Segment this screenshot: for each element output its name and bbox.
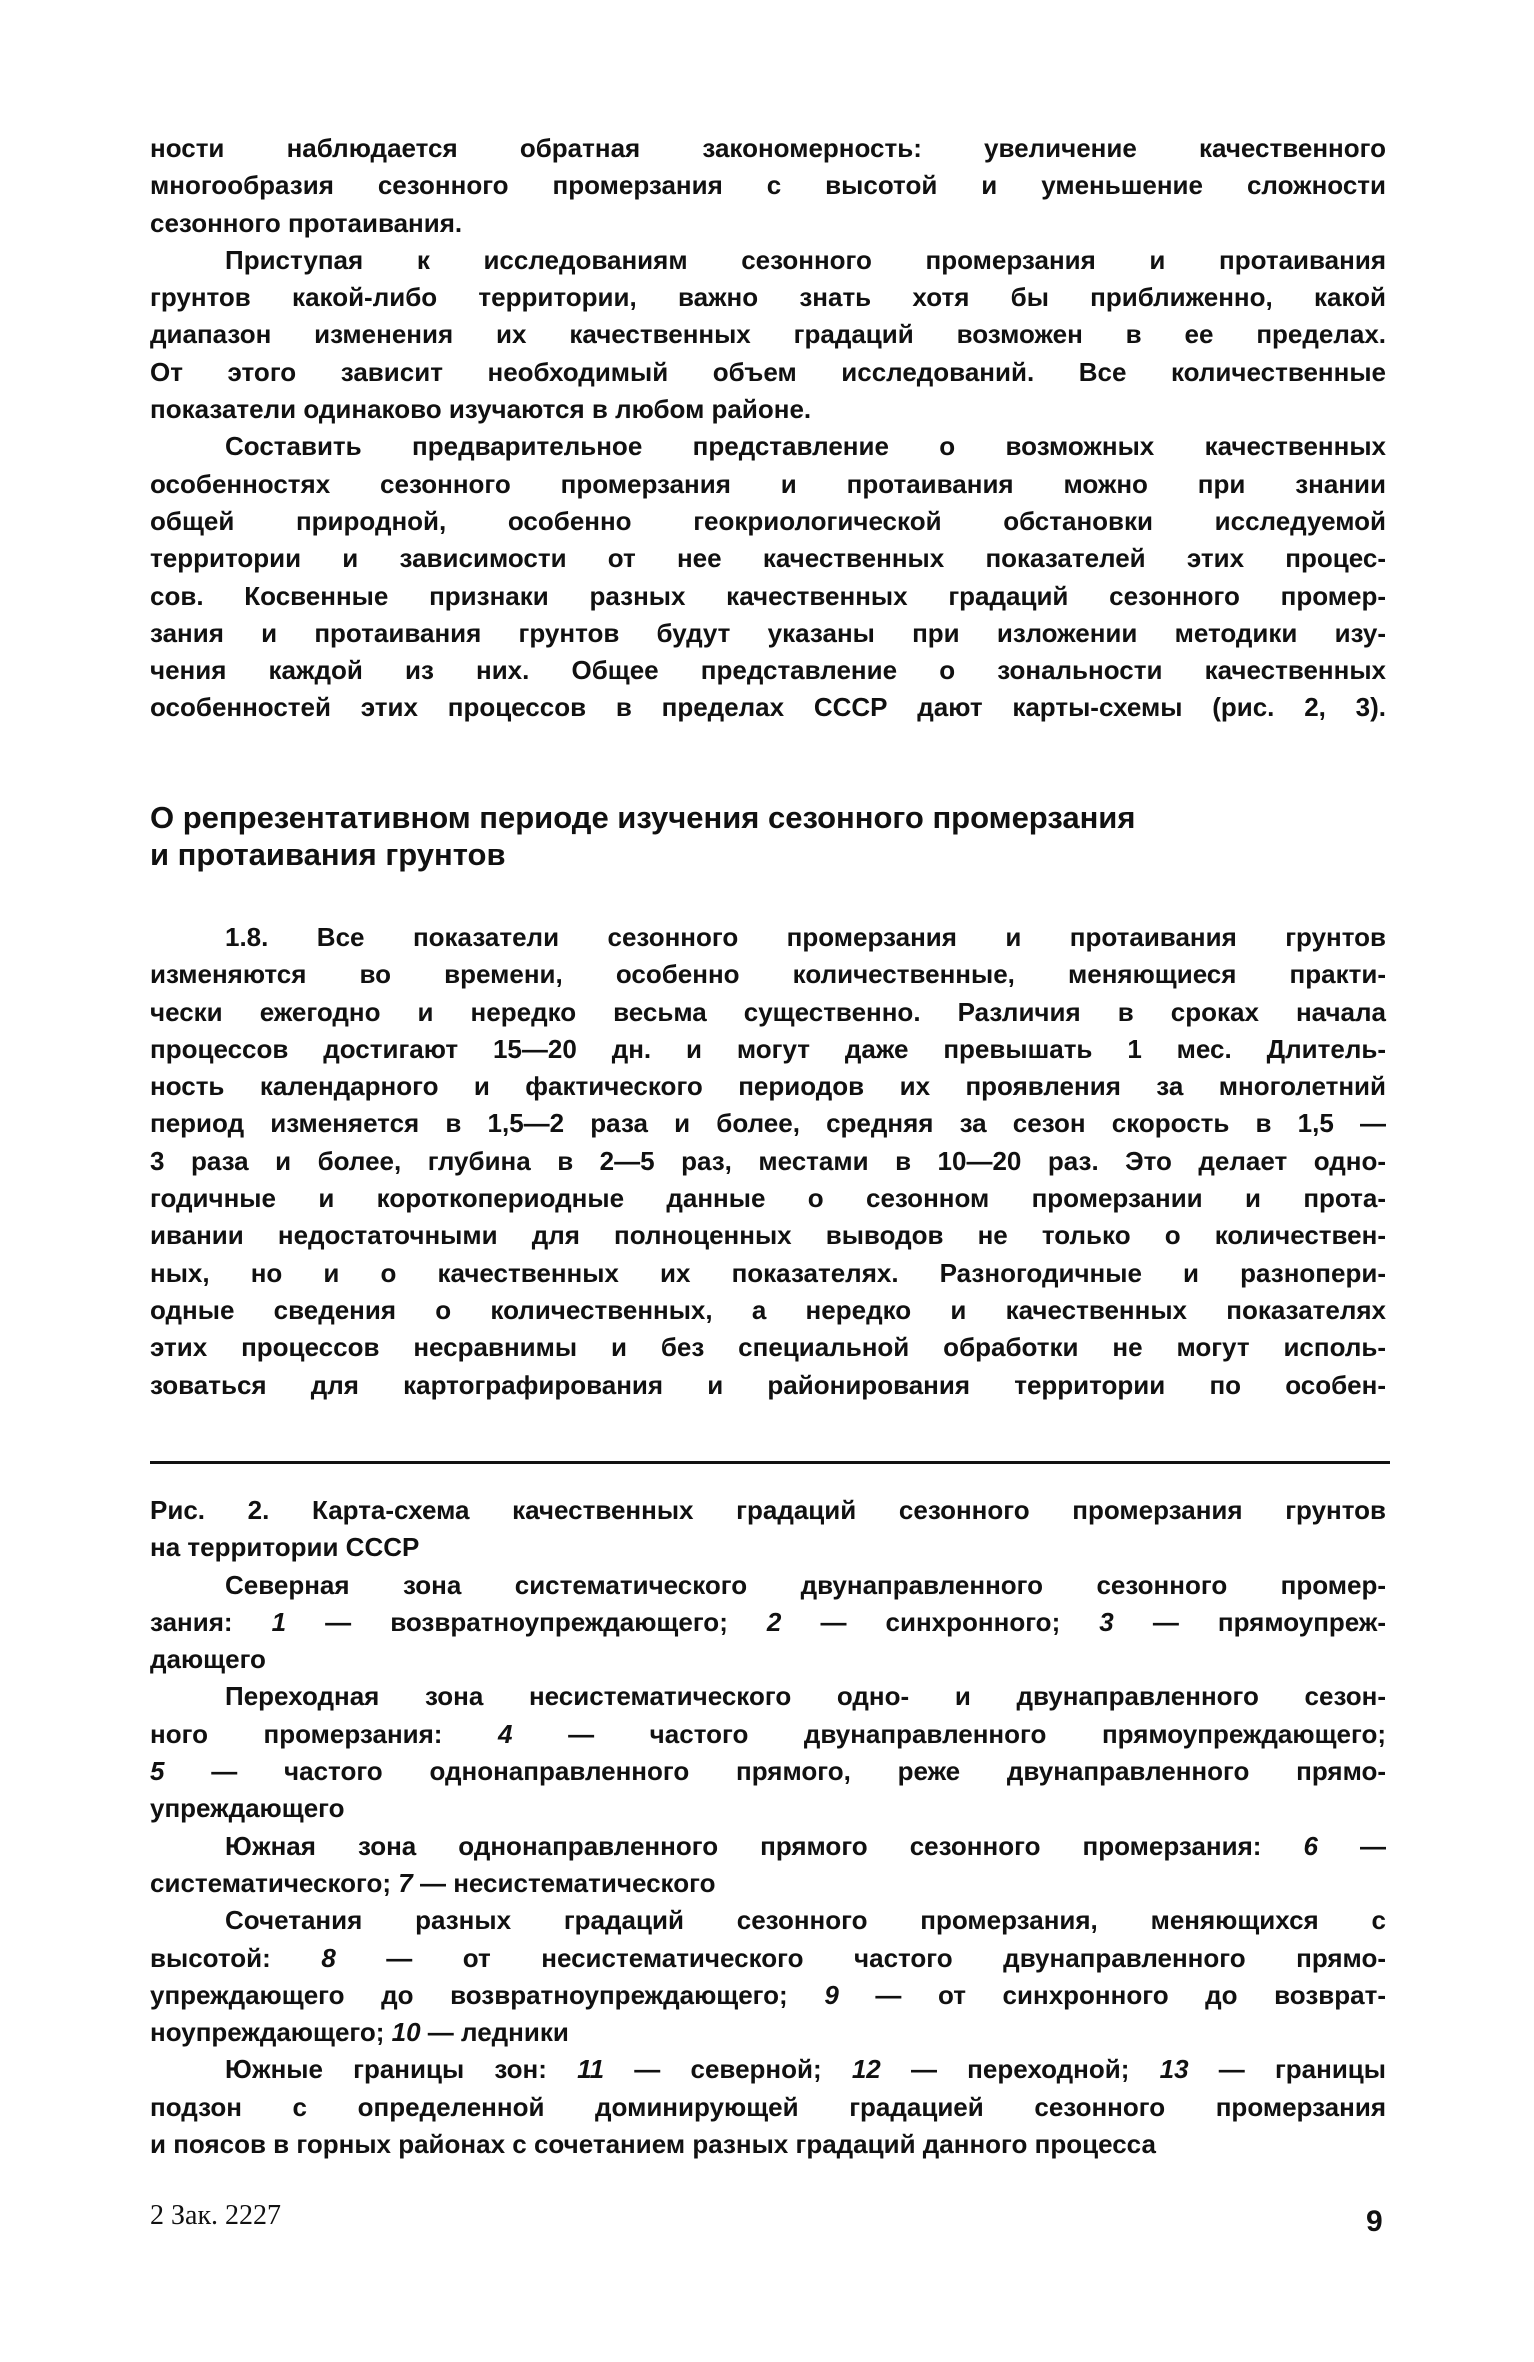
- text-line: [150, 1143, 1386, 1180]
- paragraph: [150, 2051, 1386, 2163]
- text-line: [150, 2014, 1386, 2051]
- legend-number: 8: [321, 1942, 336, 1973]
- text-line: [150, 1977, 1386, 2014]
- text-segment: сезонного протаивания.: [150, 207, 463, 238]
- text-line: [150, 1367, 1386, 1404]
- text-segment: особенностях сезонного промерзания и протаивания можно при знании: [150, 468, 1386, 499]
- legend-number: 7: [398, 1867, 413, 1898]
- text-line: [150, 652, 1386, 689]
- text-segment: процессов достигают 15—20 дн. и могут даже превышать 1 мес. Длитель-: [150, 1033, 1386, 1064]
- text-segment: упреждающего до возвратноупреждающего;: [150, 1979, 825, 2010]
- text-line: [150, 279, 1386, 316]
- text-line: [150, 466, 1386, 503]
- text-line: [150, 2051, 1386, 2088]
- caption-title: [150, 1492, 1386, 1567]
- text-segment: — ледники: [420, 2017, 569, 2048]
- text-segment: дающего: [150, 1644, 266, 1675]
- text-segment: систематического;: [150, 1867, 399, 1898]
- text-line: [150, 354, 1386, 391]
- text-segment: — возвратноупреждающего;: [286, 1606, 767, 1637]
- legend-number: 3: [1099, 1606, 1114, 1637]
- text-segment: зания и протаивания грунтов будут указаны при изложении методики изу-: [150, 617, 1386, 648]
- text-line: [150, 1716, 1386, 1753]
- text-line: [150, 1105, 1386, 1142]
- text-segment: Сочетания разных градаций сезонного промерзания, меняющихся с: [225, 1905, 1386, 1936]
- text-segment: грунтов какой-либо территории, важно знать хотя бы приближенно, какой: [150, 282, 1386, 313]
- text-segment: изменяются во времени, особенно количественные, меняющиеся практи-: [150, 959, 1386, 990]
- legend-number: 4: [498, 1718, 513, 1749]
- text-line: [150, 1940, 1386, 1977]
- text-segment: Южные границы зон:: [225, 2054, 578, 2085]
- paragraph: [150, 1828, 1386, 1903]
- heading-line: О репрезентативном периоде изучения сезонного промерзания: [150, 800, 1136, 835]
- text-segment: период изменяется в 1,5—2 раза и более, средняя за сезон скорость в 1,5 —: [150, 1108, 1386, 1139]
- text-segment: подзон с определенной доминирующей градацией сезонного промерзания: [150, 2091, 1386, 2122]
- text-line: [150, 242, 1386, 279]
- paragraph: [150, 1678, 1386, 1827]
- printer-signature: 2 Зак. 2227: [150, 2200, 282, 2231]
- text-line: [150, 540, 1386, 577]
- intro-text: [150, 130, 1386, 727]
- text-segment: 1.8. Все показатели сезонного промерзания и протаивания грунтов: [225, 922, 1386, 952]
- text-line: [150, 994, 1386, 1031]
- text-segment: — от синхронного до возврат-: [838, 1979, 1386, 2010]
- text-line: [150, 956, 1386, 993]
- legend-number: 2: [766, 1606, 782, 1637]
- text-segment: высотой:: [150, 1942, 322, 1973]
- legend-number: 5: [150, 1756, 165, 1787]
- text-line: [150, 1492, 1386, 1529]
- text-segment: диапазон изменения их качественных градаций возможен в ее пределах.: [150, 319, 1386, 350]
- text-line: [150, 1031, 1386, 1068]
- text-segment: зоваться для картографирования и районирования территории по особен-: [150, 1369, 1386, 1400]
- text-segment: — от несистематического частого двунаправленного прямо-: [335, 1942, 1386, 1973]
- text-segment: показатели одинаково изучаются в любом районе.: [150, 394, 812, 425]
- text-segment: ивании недостаточными для полноценных выводов не только о количествен-: [150, 1220, 1386, 1251]
- footnote-divider: [150, 1461, 1390, 1464]
- text-segment: ных, но и о качественных их показателях. Разногодичные и разнопери-: [150, 1257, 1386, 1288]
- text-line: [150, 1217, 1386, 1254]
- text-segment: многообразия сезонного промерзания с высотой и уменьшение сложности: [150, 170, 1386, 201]
- text-segment: Рис. 2. Карта-схема качественных градаций сезонного промерзания грунтов: [150, 1495, 1386, 1525]
- text-line: [150, 578, 1386, 615]
- text-line: [150, 1180, 1386, 1217]
- text-segment: сов. Косвенные признаки разных качественных градаций сезонного промер-: [150, 580, 1386, 611]
- text-line: [150, 2089, 1386, 2126]
- text-segment: — прямоупреж-: [1113, 1606, 1387, 1637]
- legend-number: 6: [1303, 1830, 1318, 1861]
- paragraph: [150, 919, 1386, 1404]
- text-line: [150, 503, 1386, 540]
- text-segment: Составить предварительное представление о возможных качественных: [225, 431, 1386, 462]
- legend-number: 1: [271, 1606, 287, 1637]
- text-segment: Приступая к исследованиям сезонного промерзания и протаивания: [225, 244, 1386, 275]
- legend-number: 10: [391, 2017, 421, 2048]
- text-line: [150, 1828, 1386, 1865]
- paragraph: [150, 428, 1386, 726]
- section-heading: [150, 799, 1386, 874]
- text-segment: ность календарного и фактического периодов их проявления за многолетний: [150, 1071, 1386, 1102]
- text-segment: 3 раза и более, глубина в 2—5 раз, местами в 10—20 раз. Это делает одно-: [150, 1145, 1386, 1176]
- text-line: [150, 1678, 1386, 1715]
- text-line: [150, 1753, 1386, 1790]
- text-line: [150, 1255, 1386, 1292]
- page-number: 9: [1366, 2205, 1383, 2238]
- text-line: [150, 1567, 1386, 1604]
- text-line: [150, 689, 1386, 726]
- text-segment: ности наблюдается обратная закономерность: увеличение качественного: [150, 133, 1386, 163]
- text-segment: — переходной;: [880, 2054, 1160, 2085]
- legend-number: 12: [851, 2054, 881, 2085]
- text-segment: и поясов в горных районах с сочетанием разных градаций данного процесса: [150, 2129, 1156, 2160]
- text-segment: годичные и короткопериодные данные о сезонном промерзании и прота-: [150, 1183, 1386, 1214]
- text-segment: — частого однонаправленного прямого, реже двунаправленного прямо-: [164, 1756, 1386, 1787]
- text-segment: — частого двунаправленного прямоупреждающего;: [512, 1718, 1386, 1749]
- text-segment: особенностей этих процессов в пределах СССР дают карты-схемы (рис. 2, 3).: [150, 692, 1386, 723]
- paragraph: [150, 242, 1386, 428]
- text-line: [150, 428, 1386, 465]
- text-line: [150, 1292, 1386, 1329]
- legend-number: 13: [1159, 2054, 1189, 2085]
- text-segment: на территории СССР: [150, 1532, 420, 1563]
- heading-line: и протаивания грунтов: [150, 837, 506, 873]
- text-segment: —: [1317, 1830, 1386, 1861]
- text-segment: Южная зона однонаправленного прямого сезонного промерзания:: [225, 1830, 1304, 1861]
- text-line: [150, 1790, 1386, 1827]
- paragraph: [150, 130, 1386, 242]
- text-line: [150, 205, 1386, 242]
- text-line: [150, 1604, 1386, 1641]
- text-segment: территории и зависимости от нее качественных показателей этих процес-: [150, 543, 1386, 574]
- text-segment: — несистематического: [412, 1867, 716, 1898]
- text-line: [150, 1902, 1386, 1939]
- text-line: [150, 391, 1386, 428]
- text-segment: одные сведения о количественных, а нередко и качественных показателях: [150, 1294, 1386, 1325]
- figure-caption: [150, 1492, 1386, 2163]
- paragraph: [150, 1567, 1386, 1679]
- text-segment: упреждающего: [150, 1793, 345, 1824]
- text-segment: ноупреждающего;: [150, 2017, 392, 2048]
- text-segment: ного промерзания:: [150, 1718, 499, 1749]
- text-line: [150, 1329, 1386, 1366]
- text-line: [150, 316, 1386, 353]
- text-segment: зания:: [150, 1606, 272, 1637]
- text-segment: чески ежегодно и нередко весьма существенно. Различия в сроках начала: [150, 996, 1386, 1027]
- text-line: [150, 1068, 1386, 1105]
- text-line: [150, 615, 1386, 652]
- text-segment: — границы: [1188, 2054, 1386, 2085]
- text-segment: Северная зона систематического двунаправленного сезонного промер-: [225, 1569, 1386, 1600]
- legend-number: 11: [577, 2054, 605, 2085]
- text-line: [150, 2126, 1386, 2163]
- legend-number: 9: [824, 1979, 839, 2010]
- text-segment: От этого зависит необходимый объем исследований. Все количественные: [150, 356, 1386, 387]
- text-segment: — северной;: [604, 2054, 852, 2085]
- text-line: [150, 1865, 1386, 1902]
- text-segment: — синхронного;: [781, 1606, 1100, 1637]
- text-segment: Переходная зона несистематического одно- и двунаправленного сезон-: [225, 1681, 1386, 1712]
- text-line: [150, 1641, 1386, 1678]
- text-segment: общей природной, особенно геокриологической обстановки исследуемой: [150, 505, 1386, 536]
- text-line: [150, 1529, 1386, 1566]
- text-line: [150, 919, 1386, 956]
- text-segment: этих процессов несравнимы и без специальной обработки не могут исполь-: [150, 1332, 1386, 1363]
- text-line: [150, 130, 1386, 167]
- text-segment: чения каждой из них. Общее представление о зональности качественных: [150, 655, 1386, 686]
- section-text: [150, 919, 1386, 1404]
- paragraph: [150, 1902, 1386, 2051]
- text-line: [150, 167, 1386, 204]
